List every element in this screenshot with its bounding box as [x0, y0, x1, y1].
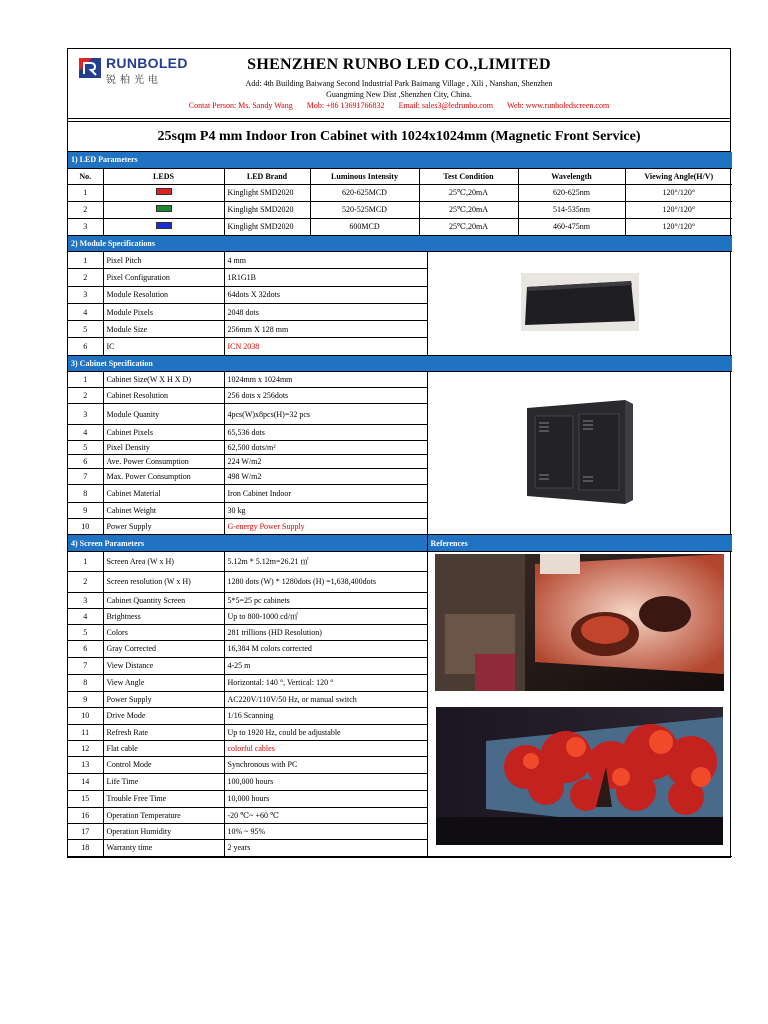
spec-value: 4pcs(W)x8pcs(H)=32 pcs: [224, 404, 427, 425]
spec-label: Cabinet Quantity Screen: [103, 592, 224, 608]
spec-value: 224 W/m2: [224, 455, 427, 469]
spec-no: 6: [68, 455, 103, 469]
spec-value: 64dots X 32dots: [224, 286, 427, 303]
spec-value: Iron Cabinet Indoor: [224, 485, 427, 503]
reference-photo-teaset: [435, 554, 724, 691]
spec-value: 1280 dots (W) * 1280dots (H) =1,638,400dots: [224, 571, 427, 592]
website-link[interactable]: Web: www.runboledscreen.com: [507, 101, 610, 110]
spec-label: Max. Power Consumption: [103, 469, 224, 485]
spec-no: 10: [68, 707, 103, 724]
led-color-swatch: [156, 188, 172, 195]
spec-value: 281 trillions (HD Resolution): [224, 624, 427, 640]
spec-value: 65,536 dots: [224, 425, 427, 441]
led-viewing-angle: 120°/120°: [625, 184, 732, 201]
led-viewing-angle: 120°/120°: [625, 201, 732, 218]
spec-value: 5.12m * 5.12m=26.21 ㎡: [224, 551, 427, 571]
spec-no: 2: [68, 571, 103, 592]
spec-no: 10: [68, 519, 103, 535]
led-row: [68, 201, 732, 218]
led-brand: Kinglight SMD2020: [224, 184, 310, 201]
spec-label: Ave. Power Consumption: [103, 455, 224, 469]
led-test-condition: 25℃,20mA: [419, 184, 518, 201]
spec-no: 4: [68, 425, 103, 441]
spec-no: 7: [68, 469, 103, 485]
spec-value: AC220V/110V/50 Hz, or manual switch: [224, 691, 427, 707]
spec-value: 5*5=25 pc cabinets: [224, 592, 427, 608]
spec-label: Pixel Pitch: [103, 252, 224, 269]
spec-value: 1R1G1B: [224, 269, 427, 286]
spec-label: Screen Area (W x H): [103, 551, 224, 571]
spec-no: 1: [68, 252, 103, 269]
spec-row: [68, 551, 732, 571]
spec-value: 16,384 M colors corrected: [224, 640, 427, 657]
led-color-swatch: [156, 205, 172, 212]
led-test-condition: 25℃,20mA: [419, 201, 518, 218]
spec-no: 9: [68, 691, 103, 707]
led-intensity: 520-525MCD: [310, 201, 419, 218]
spec-label: Control Mode: [103, 756, 224, 773]
led-color-cell: [103, 184, 224, 201]
spec-label: Cabinet Pixels: [103, 425, 224, 441]
spec-label: Brightness: [103, 608, 224, 624]
spec-no: 6: [68, 640, 103, 657]
led-viewing-angle: 120°/120°: [625, 218, 732, 235]
led-parameters-table: [68, 152, 732, 236]
logo-text-cn: 锐柏光电: [106, 75, 162, 86]
spec-label: Operation Temperature: [103, 807, 224, 823]
led-no: 1: [68, 184, 103, 201]
spec-value: 2 years: [224, 839, 427, 856]
led-row: [68, 218, 732, 235]
led-color-cell: [103, 218, 224, 235]
product-title-row: [68, 122, 730, 152]
spec-no: 5: [68, 321, 103, 338]
spec-no: 16: [68, 807, 103, 823]
led-header-row: [68, 168, 732, 184]
spec-label: Gray Corrected: [103, 640, 224, 657]
spec-label: Colors: [103, 624, 224, 640]
spec-no: 3: [68, 286, 103, 303]
led-intensity: 620-625MCD: [310, 184, 419, 201]
spec-label: Refresh Rate: [103, 724, 224, 740]
spec-value: 1/16 Scanning: [224, 707, 427, 724]
section-led-parameters: 1) LED Parameters: [68, 152, 732, 168]
spec-value: 256 dots x 256dots: [224, 388, 427, 404]
section-screen-params: 4) Screen Parameters: [68, 535, 427, 551]
email-link[interactable]: Email: sales3@ledrunbo.com: [398, 101, 494, 110]
spec-no: 14: [68, 773, 103, 790]
spec-value: 1024mm x 1024mm: [224, 372, 427, 388]
spec-label: Module Quanity: [103, 404, 224, 425]
section-module-spec: 2) Module Specifications: [68, 236, 732, 252]
spec-no: 11: [68, 724, 103, 740]
led-no: 2: [68, 201, 103, 218]
iron-cabinet-photo: [521, 396, 639, 508]
led-color-swatch: [156, 222, 172, 229]
address-line-2: Guangming New Dist ,Shenzhen City, China.: [326, 90, 472, 99]
spec-no: 15: [68, 790, 103, 807]
led-wavelength: 460-475nm: [518, 218, 625, 235]
spec-label: Screen resolution (W x H): [103, 571, 224, 592]
col-test-condition: Test Condition: [419, 168, 518, 184]
spec-value: colorful cables: [224, 740, 427, 756]
spec-value: 10,000 hours: [224, 790, 427, 807]
spec-value: -20 ℃~ +60 ℃: [224, 807, 427, 823]
section-cabinet-spec: 3) Cabinet Specification: [68, 356, 732, 372]
logo-text-en: RUNBOLED: [106, 55, 188, 71]
spec-label: Life Time: [103, 773, 224, 790]
spec-label: Module Resolution: [103, 286, 224, 303]
spec-no: 3: [68, 404, 103, 425]
spec-row: [68, 372, 732, 388]
col-luminous-intensity: Luminous Intensity: [310, 168, 419, 184]
led-module-photo: [521, 273, 639, 331]
spec-value: Up to 1920 Hz, could be adjustable: [224, 724, 427, 740]
spec-value: Horizontal: 140 °, Vertical: 120 °: [224, 674, 427, 691]
spec-no: 4: [68, 303, 103, 320]
spec-label: Cabinet Resolution: [103, 388, 224, 404]
spec-no: 18: [68, 839, 103, 856]
product-title: 25sqm P4 mm Indoor Iron Cabinet with 1024x1024mm (Magnetic Front Service): [157, 128, 641, 144]
spec-label: Cabinet Size(W X H X D): [103, 372, 224, 388]
spec-no: 13: [68, 756, 103, 773]
spec-label: Power Supply: [103, 691, 224, 707]
spec-value: 100,000 hours: [224, 773, 427, 790]
spec-value: 256mm X 128 mm: [224, 321, 427, 338]
col-wavelength: Wavelength: [518, 168, 625, 184]
mobile: Mob: +86 13691766832: [306, 101, 385, 110]
spec-value: Up to 800-1000 cd/㎡: [224, 608, 427, 624]
spec-no: 17: [68, 823, 103, 839]
spec-label: Power Supply: [103, 519, 224, 535]
spec-value: 30 kg: [224, 503, 427, 519]
spec-no: 5: [68, 441, 103, 455]
spec-no: 6: [68, 338, 103, 355]
spec-label: Drive Mode: [103, 707, 224, 724]
spec-label: Trouble Free Time: [103, 790, 224, 807]
spec-value: G-energy Power Supply: [224, 519, 427, 535]
spec-label: Module Pixels: [103, 303, 224, 320]
led-wavelength: 620-625nm: [518, 184, 625, 201]
spec-no: 3: [68, 592, 103, 608]
spec-value: 498 W/m2: [224, 469, 427, 485]
contact-person: Contat Person: Ms. Sandy Wang: [188, 101, 293, 110]
led-no: 3: [68, 218, 103, 235]
spec-value: 4-25 m: [224, 657, 427, 674]
spec-label: Warranty time: [103, 839, 224, 856]
spec-image-cell: [427, 252, 732, 356]
spec-value: 2048 dots: [224, 303, 427, 320]
col-no: No.: [68, 168, 103, 184]
spec-value: 62,500 dots/m²: [224, 441, 427, 455]
led-color-cell: [103, 201, 224, 218]
spec-no: 2: [68, 269, 103, 286]
spec-value: 4 mm: [224, 252, 427, 269]
spec-no: 1: [68, 551, 103, 571]
led-wavelength: 514-535nm: [518, 201, 625, 218]
company-name: SHENZHEN RUNBO LED CO.,LIMITED: [247, 56, 551, 73]
spec-label: Module Size: [103, 321, 224, 338]
col-leds: LEDS: [103, 168, 224, 184]
module-spec-table: [68, 236, 732, 356]
spec-label: View Angle: [103, 674, 224, 691]
spec-no: 12: [68, 740, 103, 756]
spec-label: Cabinet Weight: [103, 503, 224, 519]
section-references: References: [427, 535, 732, 551]
cabinet-spec-table: [68, 356, 732, 536]
spec-no: 7: [68, 657, 103, 674]
spec-label: View Distance: [103, 657, 224, 674]
spec-no: 8: [68, 485, 103, 503]
spec-value: ICN 2038: [224, 338, 427, 355]
spec-no: 9: [68, 503, 103, 519]
spec-label: Flat cable: [103, 740, 224, 756]
spec-image-cell: [427, 372, 732, 535]
col-viewing-angle: Viewing Angle(H/V): [625, 168, 732, 184]
spec-sheet: [67, 48, 731, 858]
spec-label: Operation Humidity: [103, 823, 224, 839]
spec-no: 1: [68, 372, 103, 388]
spec-label: Pixel Density: [103, 441, 224, 455]
contact-line: [68, 101, 730, 110]
spec-label: IC: [103, 338, 224, 355]
address-line-1: Add: 4th Building Baiwang Second Industrial Park Baimang Village , Xili , Nanshan, Shenzhen: [245, 79, 553, 88]
led-brand: Kinglight SMD2020: [224, 201, 310, 218]
spec-no: 5: [68, 624, 103, 640]
spec-no: 8: [68, 674, 103, 691]
led-intensity: 600MCD: [310, 218, 419, 235]
spec-row: [68, 252, 732, 269]
led-row: [68, 184, 732, 201]
spec-label: Cabinet Material: [103, 485, 224, 503]
letterhead: [68, 49, 730, 119]
led-test-condition: 25℃,20mA: [419, 218, 518, 235]
spec-value: Synchronous with PC: [224, 756, 427, 773]
spec-no: 2: [68, 388, 103, 404]
spec-no: 4: [68, 608, 103, 624]
col-led-brand: LED Brand: [224, 168, 310, 184]
led-brand: Kinglight SMD2020: [224, 218, 310, 235]
reference-photo-maple-tree: [436, 707, 723, 845]
spec-image-cell: [427, 551, 732, 856]
screen-params-table: [68, 535, 732, 857]
spec-label: Pixel Configuration: [103, 269, 224, 286]
spec-value: 10% ~ 95%: [224, 823, 427, 839]
